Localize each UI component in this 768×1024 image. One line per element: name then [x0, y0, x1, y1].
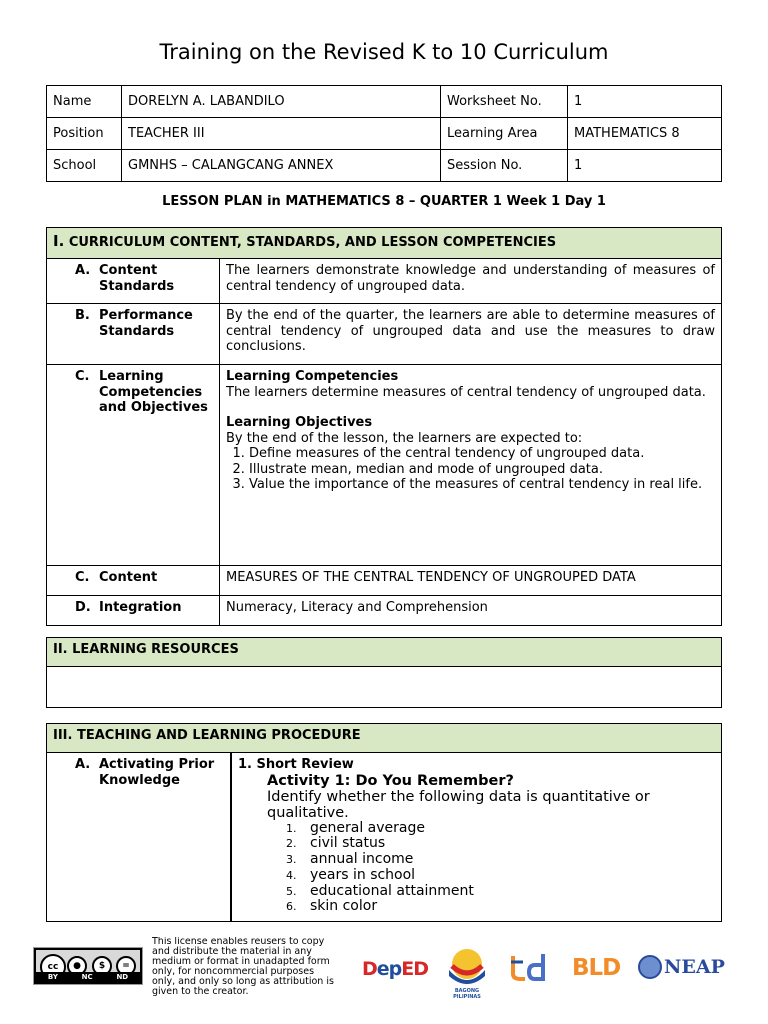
row-label: Content: [99, 570, 158, 585]
school-value: GMNHS – CALANGCANG ANNEX: [122, 150, 441, 182]
no-dollar-icon: $: [92, 956, 112, 976]
table-row: [47, 667, 722, 708]
section-3-heading: III. TEACHING AND LEARNING PROCEDURE: [47, 724, 722, 753]
integration-text: Numeracy, Literacy and Comprehension: [220, 596, 722, 626]
content-standards-label: [47, 259, 220, 304]
row-letter: C.: [75, 570, 90, 585]
section-3-table: [46, 723, 722, 922]
content-text: MEASURES OF THE CENTRAL TENDENCY OF UNGROUPED DATA: [220, 566, 722, 596]
section-2-table: [46, 637, 722, 708]
worksheet-label: Worksheet No.: [441, 86, 568, 118]
learning-resources-content: [47, 667, 722, 708]
bagong-pilipinas-logo: [444, 944, 490, 1000]
row-label: Integration: [99, 600, 182, 615]
short-review-step: 1. Short Review: [238, 757, 354, 772]
activity-items-list: [238, 821, 715, 916]
list-item: [286, 851, 715, 868]
row-letter: C.: [75, 369, 90, 384]
row-label: Content Standards: [99, 263, 175, 294]
table-row: [47, 566, 722, 596]
performance-standards-label: [47, 304, 220, 365]
section-1-header: [47, 228, 722, 259]
bld-logo-text: BLD: [572, 955, 621, 981]
bld-logo: [572, 955, 620, 981]
section-1-table: [46, 227, 722, 626]
list-item: [286, 882, 715, 900]
item-text: annual income: [310, 851, 414, 868]
activating-content: [231, 753, 722, 922]
row-label: Activating Prior Knowledge: [99, 757, 215, 788]
item-number: 2.: [286, 837, 297, 851]
list-item: 2. Illustrate mean, median and mode of ungrouped data.: [249, 462, 715, 478]
item-text: years in school: [310, 866, 416, 883]
item-text: skin color: [310, 898, 378, 915]
list-item: [286, 835, 715, 852]
item-number: 1.: [286, 821, 297, 835]
section-2-header: [47, 638, 722, 667]
cc-license-badge: [33, 947, 143, 985]
list-item: 1. Define measures of the central tendency of ungrouped data.: [249, 446, 715, 462]
section-3-header: [47, 724, 722, 753]
list-item: 3. Value the importance of the measures of central tendency in real life.: [249, 477, 715, 493]
item-number: 4.: [286, 868, 297, 882]
content-standards-text: The learners demonstrate knowledge and understanding of measures of central tendency of ungrouped data.: [220, 259, 722, 304]
page-title: Training on the Revised K to 10 Curriculum: [159, 40, 609, 64]
lo-heading: Learning Objectives: [226, 415, 373, 430]
activating-label: [47, 753, 232, 922]
activity-title: Activity 1: Do You Remember?: [267, 772, 514, 789]
lesson-plan-subtitle: LESSON PLAN in MATHEMATICS 8 – QUARTER 1 Week 1 Day 1: [162, 194, 606, 209]
position-label: Position: [47, 118, 122, 150]
area-label: Learning Area: [441, 118, 568, 150]
name-value: DORELYN A. LABANDILO: [122, 86, 441, 118]
item-text: general average: [310, 819, 425, 836]
table-row: [47, 150, 722, 182]
row-letter: B.: [75, 308, 90, 323]
section-1-heading: CURRICULUM CONTENT, STANDARDS, AND LESSON COMPETENCIES: [68, 235, 557, 250]
content-label: [47, 566, 220, 596]
item-text: civil status: [310, 835, 386, 852]
bureau-logo: [509, 952, 549, 982]
cc-nc-label: NC: [81, 973, 93, 981]
deped-logo-text: ep: [376, 958, 402, 980]
competencies-label: [47, 365, 220, 566]
activity-instruction: Identify whether the following data is quantitative or qualitative.: [267, 788, 650, 821]
area-value: MATHEMATICS 8: [568, 118, 722, 150]
row-label: Learning Competencies and Objectives: [99, 369, 208, 415]
row-letter: D.: [75, 600, 91, 615]
table-row: [47, 304, 722, 365]
name-label: Name: [47, 86, 122, 118]
row-letter: A.: [75, 757, 91, 772]
table-row: [47, 86, 722, 118]
table-row: [47, 596, 722, 626]
list-item: [286, 819, 715, 837]
globe-icon: [638, 955, 662, 979]
list-item: [286, 898, 715, 915]
session-label: Session No.: [441, 150, 568, 182]
section-1-numeral: I.: [53, 232, 65, 250]
session-value: 1: [568, 150, 722, 182]
position-value: TEACHER III: [122, 118, 441, 150]
section-2-heading: II. LEARNING RESOURCES: [47, 638, 722, 667]
item-number: 3.: [286, 853, 297, 867]
item-text: educational attainment: [310, 882, 474, 899]
item-number: 6.: [286, 900, 297, 914]
school-label: School: [47, 150, 122, 182]
row-letter: A.: [75, 263, 91, 278]
equals-icon: =: [116, 956, 136, 976]
table-row: [47, 259, 722, 304]
info-table: [46, 85, 722, 182]
table-row: [47, 365, 722, 566]
performance-standards-text: By the end of the quarter, the learners are able to determine measures of central tendency of ungrouped data and use the measures to draw conclusions.: [220, 304, 722, 365]
neap-logo-text: NEAP: [664, 956, 725, 978]
cc-by-label: BY: [47, 973, 58, 981]
worksheet-value: 1: [568, 86, 722, 118]
lc-text: The learners determine measures of central tendency of ungrouped data.: [226, 384, 706, 400]
license-text: This license enables reusers to copy and distribute the material in any medium or format in unadapted form only, for noncommercial purposes only, and only so long as attribution is given to the creator.: [152, 937, 334, 997]
cc-nd-label: ND: [116, 973, 129, 981]
neap-logo: [638, 955, 725, 979]
row-label: Performance Standards: [99, 308, 193, 339]
competencies-content: [220, 365, 722, 566]
item-number: 5.: [286, 884, 297, 898]
integration-label: [47, 596, 220, 626]
deped-logo: DepED: [362, 958, 429, 980]
person-icon: ●: [67, 956, 87, 976]
lo-intro: By the end of the lesson, the learners are expected to:: [226, 430, 583, 446]
cc-icon: cc: [40, 954, 66, 980]
list-item: [286, 866, 715, 884]
bagong-pilipinas-text: BAGONG PILIPINAS: [453, 988, 481, 1000]
objectives-list: [226, 446, 715, 493]
table-row: [47, 118, 722, 150]
lc-heading: Learning Competencies: [226, 369, 399, 384]
table-row: [47, 753, 722, 922]
